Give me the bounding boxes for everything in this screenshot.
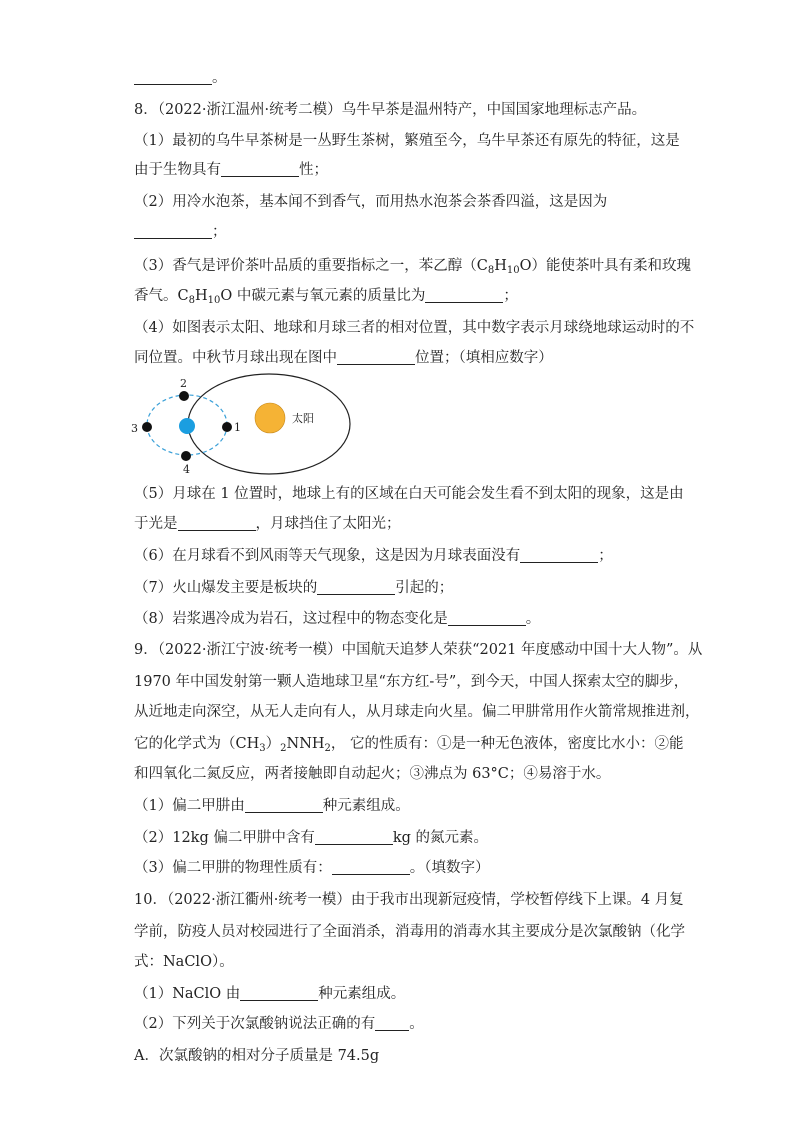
q9-line3: 从近地走向深空，从无人走向有人，从月球走向火星。偏二甲肼常用作火箭常规推进剂， [134, 704, 700, 720]
q9-line4: 它的化学式为$(CH_3)_2NNH_2$， 它的性质有：①是一种无色液体，密度比水小：②能 [134, 736, 684, 754]
q9-part2: （2）12kg 偏二甲肼中含有 kg 的氮元素。 [134, 830, 489, 846]
q9-line1: 9．（2022·浙江宁波·统考一模）中国航天追梦人荣获“2021 年度感动中国十大人物”。从 [134, 642, 703, 658]
q10-line1: 10．（2022·浙江衢州·统考一模）由于我市出现新冠疫情，学校暂停线下上课。4 月复 [134, 892, 684, 908]
answer-blank[interactable] [317, 580, 395, 595]
q8-part2-line1: （2）用冷水泡茶，基本闻不到香气，而用热水泡茶会茶香四溢，这是因为 [134, 194, 608, 210]
q10-part1: （1）NaClO 由 种元素组成。 [134, 986, 406, 1002]
q9-line5: 和四氧化二氮反应，两者接触即自动起火；③沸点为 63°C；④易溶于水。 [134, 766, 611, 782]
q8-part3-line2: 香气。$C_8H_{10}O$ 中碳元素与氧元素的质量比为 ； [134, 288, 518, 306]
answer-blank[interactable] [134, 70, 212, 85]
answer-blank[interactable] [134, 224, 212, 239]
answer-blank[interactable] [178, 516, 256, 531]
answer-blank[interactable] [337, 350, 415, 365]
q8-part4-line1: （4）如图表示太阳、地球和月球三者的相对位置，其中数字表示月球绕地球运动时的不 [134, 320, 695, 336]
position-label-4: 4 [183, 463, 190, 476]
earth [179, 418, 195, 434]
moon-position-3 [142, 422, 152, 432]
answer-blank[interactable] [375, 1016, 409, 1031]
answer-blank[interactable] [448, 611, 526, 626]
q7-answer-line: 。 [134, 68, 227, 88]
q8-part2-line2: ； [134, 222, 227, 242]
sun [255, 403, 285, 433]
q9-part3: （3）偏二甲肼的物理性质有： 。（填数字） [134, 860, 490, 876]
q9-line2: 1970 年中国发射第一颗人造地球卫星“东方红-号”，到今天，中国人探索太空的脚步， [134, 674, 689, 690]
q8-part4-line2: 同位置。中秋节月球出现在图中 位置；（填相应数字） [134, 350, 553, 366]
sun-earth-moon-diagram [128, 370, 360, 478]
q8-part1-line2: 由于生物具有 性； [134, 162, 328, 178]
q8-part5-line1: （5）月球在 1 位置时，地球上有的区域在白天可能会发生看不到太阳的现象，这是由 [134, 486, 684, 502]
sun-label: 太阳 [292, 412, 314, 425]
moon-position-4 [181, 451, 191, 461]
q8-part1-line1: （1）最初的乌牛早茶树是一丛野生茶树，繁殖至今，乌牛早茶还有原先的特征，这是 [134, 133, 680, 149]
moon-position-2 [179, 391, 189, 401]
q10-part2: （2）下列关于次氯酸钠说法正确的有 。 [134, 1016, 424, 1032]
q8-part7: （7）火山爆发主要是板块的 引起的； [134, 580, 454, 596]
q10-option-a: A．次氯酸钠的相对分子质量是 74.5g [134, 1048, 380, 1064]
answer-blank[interactable] [520, 548, 598, 563]
q10-line3: 式：NaClO）。 [134, 954, 234, 970]
answer-blank[interactable] [240, 986, 318, 1001]
position-label-2: 2 [180, 377, 187, 390]
answer-blank[interactable] [315, 830, 393, 845]
q8-part5-line2: 于光是 ，月球挡住了太阳光； [134, 516, 401, 532]
answer-blank[interactable] [425, 288, 503, 303]
q8-part3-line1: （3）香气是评价茶叶品质的重要指标之一，苯乙醇$(C_8H_{10}O)$能使茶叶具有柔和玫瑰 [134, 258, 691, 276]
moon-position-1 [222, 422, 232, 432]
q8-header: 8．（2022·浙江温州·统考二模）乌牛早茶是温州特产，中国国家地理标志产品。 [134, 102, 647, 118]
answer-blank[interactable] [332, 860, 410, 875]
position-label-1: 1 [234, 421, 241, 434]
q8-part8: （8）岩浆遇冷成为岩石，这过程中的物态变化是 。 [134, 611, 541, 627]
answer-blank[interactable] [221, 162, 299, 177]
answer-blank[interactable] [245, 798, 323, 813]
position-label-3: 3 [131, 422, 138, 435]
q8-part6: （6）在月球看不到风雨等天气现象，这是因为月球表面没有 ； [134, 548, 613, 564]
q9-part1: （1）偏二甲肼由 种元素组成。 [134, 798, 410, 814]
q10-line2: 学前，防疫人员对校园进行了全面消杀，消毒用的消毒水其主要成分是次氯酸钠（化学 [134, 924, 685, 940]
